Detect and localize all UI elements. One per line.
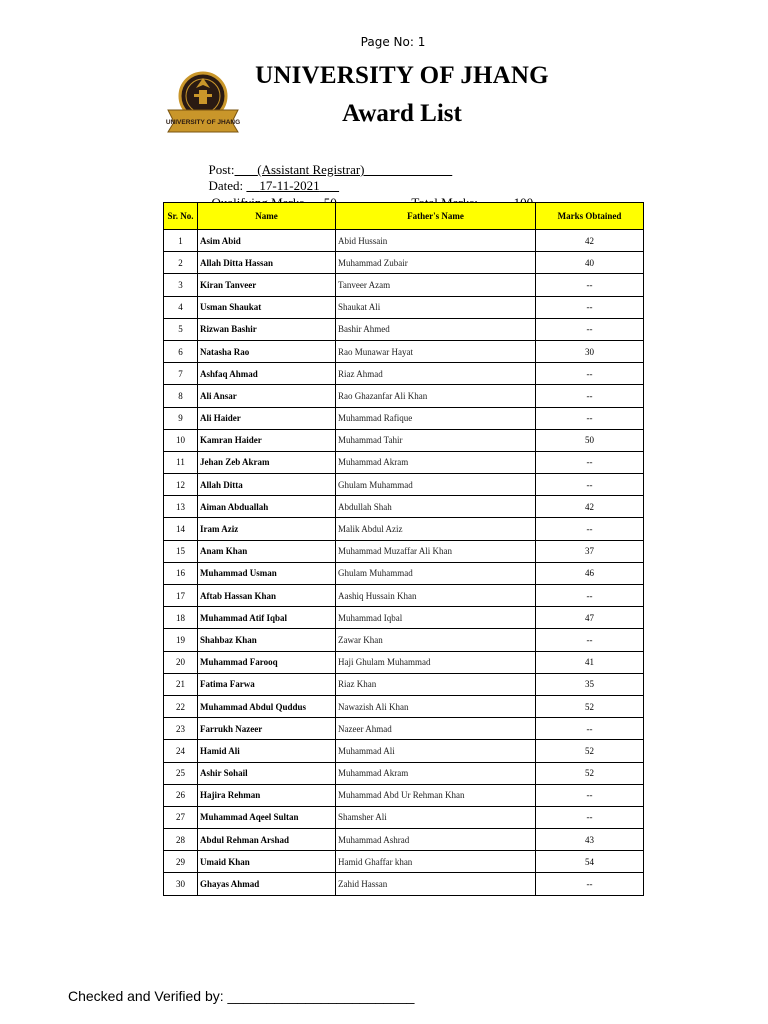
- award-table: [163, 202, 644, 896]
- header-sr-no: Sr. No.: [164, 203, 198, 230]
- table-row: [164, 318, 644, 340]
- cell-name: Jehan Zeb Akram: [198, 451, 336, 473]
- cell-father: Muhammad Abd Ur Rehman Khan: [336, 784, 536, 806]
- cell-father: Muhammad Rafique: [336, 407, 536, 429]
- cell-father: Muhammad Akram: [336, 762, 536, 784]
- cell-sr: 1: [164, 230, 198, 252]
- cell-father: Ghulam Muhammad: [336, 474, 536, 496]
- table-row: [164, 474, 644, 496]
- cell-name: Fatima Farwa: [198, 673, 336, 695]
- cell-father: Nawazish Ali Khan: [336, 695, 536, 717]
- dated-label: Dated:: [208, 178, 244, 193]
- cell-sr: 14: [164, 518, 198, 540]
- cell-sr: 27: [164, 806, 198, 828]
- cell-father: Abdullah Shah: [336, 496, 536, 518]
- table-row: [164, 585, 644, 607]
- cell-sr: 25: [164, 762, 198, 784]
- cell-sr: 21: [164, 673, 198, 695]
- cell-sr: 15: [164, 540, 198, 562]
- cell-father: Riaz Ahmad: [336, 363, 536, 385]
- table-row: [164, 740, 644, 762]
- table-body: [164, 230, 644, 896]
- cell-marks: --: [536, 385, 644, 407]
- header-marks-obtained: Marks Obtained: [536, 203, 644, 230]
- cell-name: Aftab Hassan Khan: [198, 585, 336, 607]
- cell-father: Muhammad Zubair: [336, 252, 536, 274]
- table-row: [164, 407, 644, 429]
- cell-name: Ghayas Ahmad: [198, 873, 336, 895]
- cell-name: Muhammad Aqeel Sultan: [198, 806, 336, 828]
- table-row: [164, 252, 644, 274]
- table-row: [164, 651, 644, 673]
- cell-sr: 18: [164, 607, 198, 629]
- document-title: Award List: [342, 100, 462, 127]
- cell-marks: 52: [536, 762, 644, 784]
- cell-marks: 43: [536, 829, 644, 851]
- cell-father: Tanveer Azam: [336, 274, 536, 296]
- verification-line: Checked and Verified by: ________________________: [68, 988, 415, 1004]
- cell-father: Muhammad Tahir: [336, 429, 536, 451]
- table-row: [164, 274, 644, 296]
- cell-father: Muhammad Muzaffar Ali Khan: [336, 540, 536, 562]
- post-value: (Assistant Registrar): [257, 162, 365, 177]
- table-row: [164, 429, 644, 451]
- table-row: [164, 806, 644, 828]
- cell-marks: --: [536, 718, 644, 740]
- cell-sr: 10: [164, 429, 198, 451]
- cell-marks: 30: [536, 340, 644, 362]
- cell-father: Haji Ghulam Muhammad: [336, 651, 536, 673]
- cell-sr: 8: [164, 385, 198, 407]
- cell-name: Allah Ditta: [198, 474, 336, 496]
- cell-marks: 52: [536, 740, 644, 762]
- cell-sr: 24: [164, 740, 198, 762]
- university-name: UNIVERSITY OF JHANG: [255, 62, 549, 89]
- table-row: [164, 762, 644, 784]
- cell-father: Nazeer Ahmad: [336, 718, 536, 740]
- cell-marks: --: [536, 806, 644, 828]
- table-row: [164, 718, 644, 740]
- cell-name: Asim Abid: [198, 230, 336, 252]
- table-row: [164, 829, 644, 851]
- cell-marks: --: [536, 474, 644, 496]
- header-name: Name: [198, 203, 336, 230]
- cell-marks: --: [536, 363, 644, 385]
- cell-marks: 41: [536, 651, 644, 673]
- dated-value: 17-11-2021: [259, 178, 320, 193]
- cell-name: Farrukh Nazeer: [198, 718, 336, 740]
- table-row: [164, 296, 644, 318]
- cell-marks: --: [536, 784, 644, 806]
- cell-marks: --: [536, 318, 644, 340]
- cell-name: Hamid Ali: [198, 740, 336, 762]
- cell-father: Shaukat Ali: [336, 296, 536, 318]
- cell-father: Muhammad Ashrad: [336, 829, 536, 851]
- cell-sr: 5: [164, 318, 198, 340]
- table-row: [164, 230, 644, 252]
- cell-sr: 28: [164, 829, 198, 851]
- cell-sr: 13: [164, 496, 198, 518]
- cell-name: Muhammad Abdul Quddus: [198, 695, 336, 717]
- cell-sr: 11: [164, 451, 198, 473]
- cell-father: Hamid Ghaffar khan: [336, 851, 536, 873]
- cell-name: Ashfaq Ahmad: [198, 363, 336, 385]
- cell-sr: 22: [164, 695, 198, 717]
- cell-sr: 19: [164, 629, 198, 651]
- cell-name: Usman Shaukat: [198, 296, 336, 318]
- cell-marks: 46: [536, 562, 644, 584]
- table-row: [164, 385, 644, 407]
- cell-marks: 42: [536, 496, 644, 518]
- cell-name: Allah Ditta Hassan: [198, 252, 336, 274]
- table-row: [164, 607, 644, 629]
- post-blank-lead: [235, 162, 258, 177]
- cell-marks: --: [536, 407, 644, 429]
- header-fathers-name: Father's Name: [336, 203, 536, 230]
- cell-name: Aiman Abduallah: [198, 496, 336, 518]
- cell-name: Umaid Khan: [198, 851, 336, 873]
- cell-marks: --: [536, 296, 644, 318]
- cell-name: Ashir Sohail: [198, 762, 336, 784]
- cell-name: Muhammad Farooq: [198, 651, 336, 673]
- cell-sr: 7: [164, 363, 198, 385]
- table-row: [164, 673, 644, 695]
- table-row: [164, 496, 644, 518]
- table-header-row: [164, 203, 644, 230]
- table-row: [164, 695, 644, 717]
- table-row: [164, 451, 644, 473]
- cell-father: Bashir Ahmed: [336, 318, 536, 340]
- cell-marks: 50: [536, 429, 644, 451]
- cell-name: Abdul Rehman Arshad: [198, 829, 336, 851]
- cell-father: Aashiq Hussain Khan: [336, 585, 536, 607]
- table-row: [164, 518, 644, 540]
- cell-father: Malik Abdul Aziz: [336, 518, 536, 540]
- cell-name: Kamran Haider: [198, 429, 336, 451]
- cell-sr: 4: [164, 296, 198, 318]
- cell-sr: 2: [164, 252, 198, 274]
- cell-sr: 20: [164, 651, 198, 673]
- cell-marks: --: [536, 873, 644, 895]
- cell-name: Natasha Rao: [198, 340, 336, 362]
- cell-marks: --: [536, 451, 644, 473]
- cell-name: Shahbaz Khan: [198, 629, 336, 651]
- cell-father: Abid Hussain: [336, 230, 536, 252]
- cell-sr: 16: [164, 562, 198, 584]
- cell-marks: --: [536, 629, 644, 651]
- table-row: [164, 873, 644, 895]
- post-label: Post:: [208, 162, 235, 177]
- cell-name: Kiran Tanveer: [198, 274, 336, 296]
- table-row: [164, 340, 644, 362]
- cell-sr: 30: [164, 873, 198, 895]
- cell-marks: 52: [536, 695, 644, 717]
- cell-marks: 35: [536, 673, 644, 695]
- cell-sr: 29: [164, 851, 198, 873]
- cell-father: Zahid Hassan: [336, 873, 536, 895]
- cell-sr: 6: [164, 340, 198, 362]
- cell-sr: 26: [164, 784, 198, 806]
- svg-text:UNIVERSITY OF JHANG: UNIVERSITY OF JHANG: [166, 119, 240, 126]
- table-row: [164, 540, 644, 562]
- cell-sr: 12: [164, 474, 198, 496]
- cell-name: Iram Aziz: [198, 518, 336, 540]
- cell-father: Zawar Khan: [336, 629, 536, 651]
- cell-father: Ghulam Muhammad: [336, 562, 536, 584]
- cell-name: Muhammad Usman: [198, 562, 336, 584]
- cell-sr: 9: [164, 407, 198, 429]
- post-blank-tail: [365, 162, 453, 177]
- cell-name: Rizwan Bashir: [198, 318, 336, 340]
- cell-father: Rao Munawar Hayat: [336, 340, 536, 362]
- cell-name: Ali Ansar: [198, 385, 336, 407]
- cell-father: Muhammad Iqbal: [336, 607, 536, 629]
- table-row: [164, 629, 644, 651]
- cell-marks: 47: [536, 607, 644, 629]
- table-row: [164, 784, 644, 806]
- cell-marks: 42: [536, 230, 644, 252]
- page-number: Page No: 1: [360, 35, 426, 49]
- cell-marks: 40: [536, 252, 644, 274]
- cell-name: Anam Khan: [198, 540, 336, 562]
- table-row: [164, 562, 644, 584]
- cell-marks: --: [536, 518, 644, 540]
- cell-father: Muhammad Ali: [336, 740, 536, 762]
- cell-father: Riaz Khan: [336, 673, 536, 695]
- cell-name: Hajira Rehman: [198, 784, 336, 806]
- cell-sr: 3: [164, 274, 198, 296]
- cell-sr: 23: [164, 718, 198, 740]
- cell-marks: --: [536, 274, 644, 296]
- cell-name: Muhammad Atif Iqbal: [198, 607, 336, 629]
- cell-marks: 37: [536, 540, 644, 562]
- cell-father: Muhammad Akram: [336, 451, 536, 473]
- cell-father: Shamsher Ali: [336, 806, 536, 828]
- cell-marks: --: [536, 585, 644, 607]
- cell-marks: 54: [536, 851, 644, 873]
- cell-sr: 17: [164, 585, 198, 607]
- table-row: [164, 363, 644, 385]
- cell-father: Rao Ghazanfar Ali Khan: [336, 385, 536, 407]
- table-row: [164, 851, 644, 873]
- cell-name: Ali Haider: [198, 407, 336, 429]
